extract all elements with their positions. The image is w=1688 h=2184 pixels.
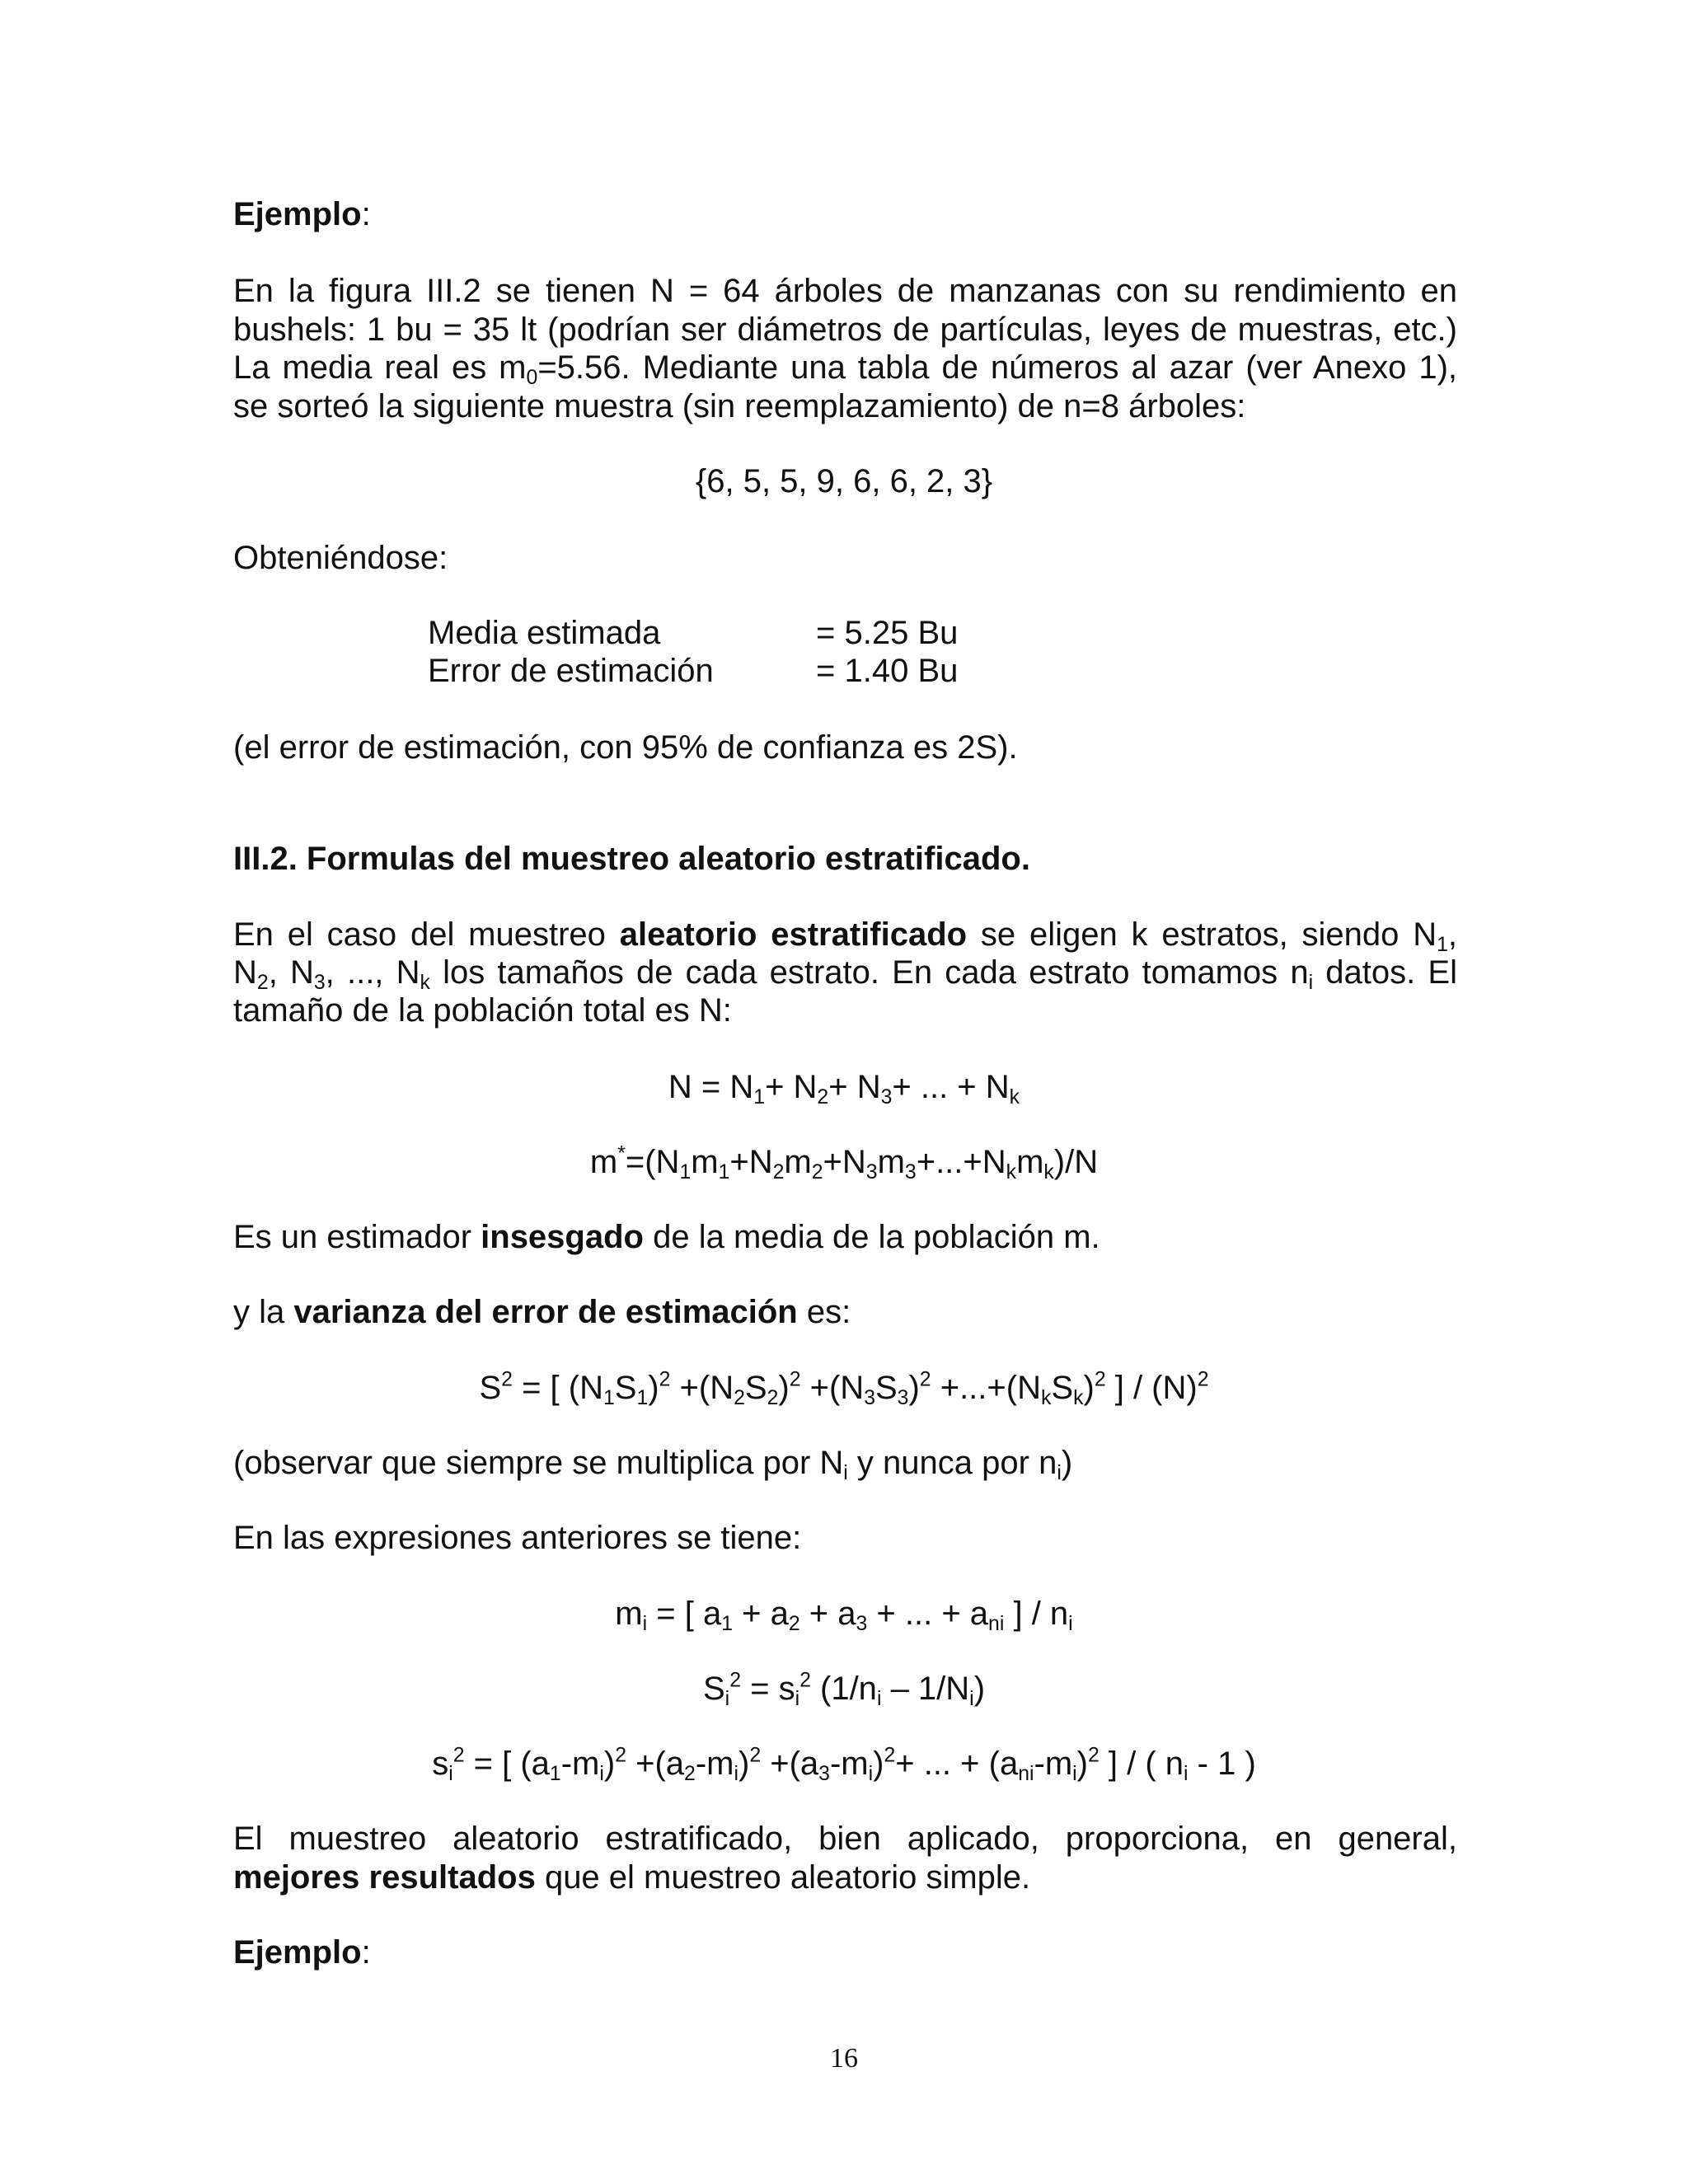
paragraph-line: Es un estimador insesgado de la media de la población m. <box>233 1219 1100 1255</box>
paragraph-line: $N_2$, $N_3$, ..., $N_k$ los tamaños de cada estrato. En cada estrato tomamos $n_i$ datos. El <box>233 954 1458 994</box>
paragraph-line: En las expresiones anteriores se tiene: <box>233 1520 802 1556</box>
result-value: = 5.25 Bu <box>816 615 959 651</box>
paragraph-line: y la varianza del error de estimación es: <box>233 1294 851 1330</box>
paragraph-line: En el caso del muestreo aleatorio estratificado se eligen k estratos, siendo $N_1$, <box>233 916 1458 956</box>
equation-variance: $S^2$ = [ $(N_1S_1)^2 +(N_2S_2)^2 +(N_3S_3)^2 +...+(N_kS_k)^2$ ] / $(N)^2$ <box>479 1368 1209 1409</box>
result-label: Media estimada <box>428 615 661 651</box>
example-heading: Ejemplo: <box>233 1934 371 1971</box>
result-label: Error de estimación <box>428 653 714 689</box>
page-number: 16 <box>830 2043 858 2074</box>
equation-stratified-mean: $m^*=(N_1m_1+N_2m_2+N_3m_3+...+N_km_k)/N$ <box>589 1142 1099 1183</box>
paragraph-line: se sorteó la siguiente muestra (sin reemplazamiento) de n=8 árboles: <box>233 388 1246 424</box>
example-heading: Ejemplo: <box>233 196 371 232</box>
paragraph-line: La media real es $m_0=5.56$. Mediante una tabla de números al azar (ver Anexo 1), <box>233 349 1458 389</box>
paragraph-line: El muestreo aleatorio estratificado, bien aplicado, proporciona, en general, <box>233 1821 1457 1857</box>
paragraph-line: mejores resultados que el muestreo aleatorio simple. <box>233 1859 1031 1896</box>
equation-stratum-mean: $m_i$ = [ $a_1 + a_2 + a_3$ + ... + $a_{ni}$ ] / $n_i$ <box>615 1596 1073 1635</box>
sample-set: {6, 5, 5, 9, 6, 6, 2, 3} <box>695 463 993 499</box>
paragraph-line: (observar que siempre se multiplica por $N_i$ y nunca por $n_i$) <box>233 1445 1073 1484</box>
paragraph-line: bushels: 1 bu = 35 lt (podrían ser diámetros de partículas, leyes de muestras, etc.) <box>233 312 1457 348</box>
section-title: III.2. Formulas del muestreo aleatorio estratificado. <box>233 841 1030 877</box>
confidence-note: (el error de estimación, con 95% de confianza es 2S). <box>233 729 1018 766</box>
equation-stratum-variance: $s_i^2$ = [ $(a_1-m_i)^2 +(a_2-m_i)^2 +(a_3-m_i)^2+$ ... + $(a_{ni}-m_i)^2$ ] / ( $n_i - 1$ ) <box>432 1744 1256 1785</box>
paragraph-line: tamaño de la población total es N: <box>233 992 732 1029</box>
equation-stratum-error: $S_i^2 = s_i^2$ $(1/n_i - 1/N_i)$ <box>702 1669 986 1710</box>
obtaining-label: Obteniéndose: <box>233 540 448 576</box>
paragraph-line: En la figura III.2 se tienen N = 64 árboles de manzanas con su rendimiento en <box>233 273 1457 309</box>
equation-population-total: $N = N_1+ N_2+ N_3+$ ... + $N_k$ <box>668 1069 1020 1108</box>
result-value: = 1.40 Bu <box>816 653 959 689</box>
